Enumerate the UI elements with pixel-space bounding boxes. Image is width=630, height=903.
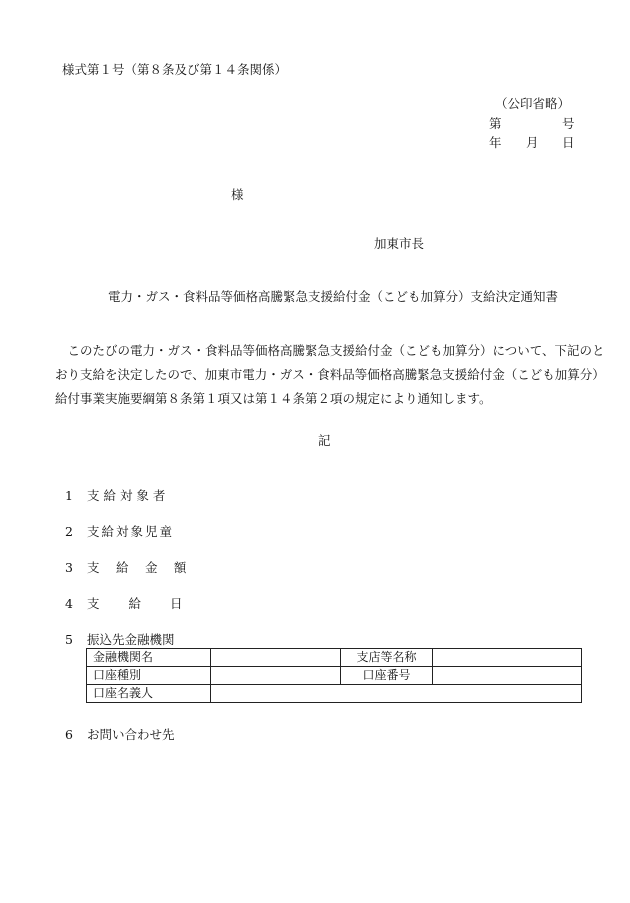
table-row: [87, 649, 582, 667]
item-2-label: 支給対象児童: [87, 524, 175, 539]
item-1-label: 支 給 対 象 者: [87, 488, 166, 503]
document-number-suffix: 号: [562, 116, 575, 131]
body-line-2: おり支給を決定したので、加東市電力・ガス・食料品等価格高騰緊急支援給付金（こども加算分）: [55, 367, 605, 382]
branch-name-label: 支店等名称: [341, 649, 433, 667]
bank-name-label: 金融機関名: [87, 649, 211, 667]
item-1-number: 1: [65, 488, 73, 503]
item-4-label: 支 給 日: [87, 596, 183, 611]
item-3-label: 支 給 金 額: [87, 560, 187, 575]
item-2-number: 2: [65, 524, 73, 539]
item-5-number: 5: [65, 632, 73, 647]
item-6-label: お問い合わせ先: [87, 727, 175, 742]
date-year-label: 年: [489, 135, 502, 150]
date-day-label: 日: [562, 135, 575, 150]
ki-heading: 記: [318, 433, 331, 448]
issuer-name: 加東市長: [374, 236, 425, 251]
account-holder-value: [211, 685, 582, 703]
item-5-label: 振込先金融機関: [87, 632, 175, 647]
account-number-label: 口座番号: [341, 667, 433, 685]
table-row: [87, 685, 582, 703]
item-6-number: 6: [65, 727, 73, 742]
account-type-label: 口座種別: [87, 667, 211, 685]
table-row: [87, 667, 582, 685]
account-holder-label: 口座名義人: [87, 685, 211, 703]
seal-omitted-note: （公印省略）: [495, 96, 571, 111]
document-number-prefix: 第: [489, 116, 502, 131]
body-line-3: 給付事業実施要綱第８条第１項又は第１４条第２項の規定により通知します。: [55, 391, 492, 406]
item-4-number: 4: [65, 596, 73, 611]
addressee-honorific: 様: [231, 187, 244, 202]
branch-name-value: [433, 649, 582, 667]
date-month-label: 月: [526, 135, 539, 150]
body-line-1: このたびの電力・ガス・食料品等価格高騰緊急支援給付金（こども加算分）について、下記のと: [55, 343, 605, 358]
account-number-value: [433, 667, 582, 685]
bank-name-value: [211, 649, 341, 667]
form-number: 様式第１号（第８条及び第１４条関係）: [62, 62, 288, 77]
document-title: 電力・ガス・食料品等価格高騰緊急支援給付金（こども加算分）支給決定通知書: [108, 289, 559, 304]
body-paragraph: [55, 339, 605, 411]
account-type-value: [211, 667, 341, 685]
item-3-number: 3: [65, 560, 73, 575]
bank-account-table: [86, 648, 582, 703]
